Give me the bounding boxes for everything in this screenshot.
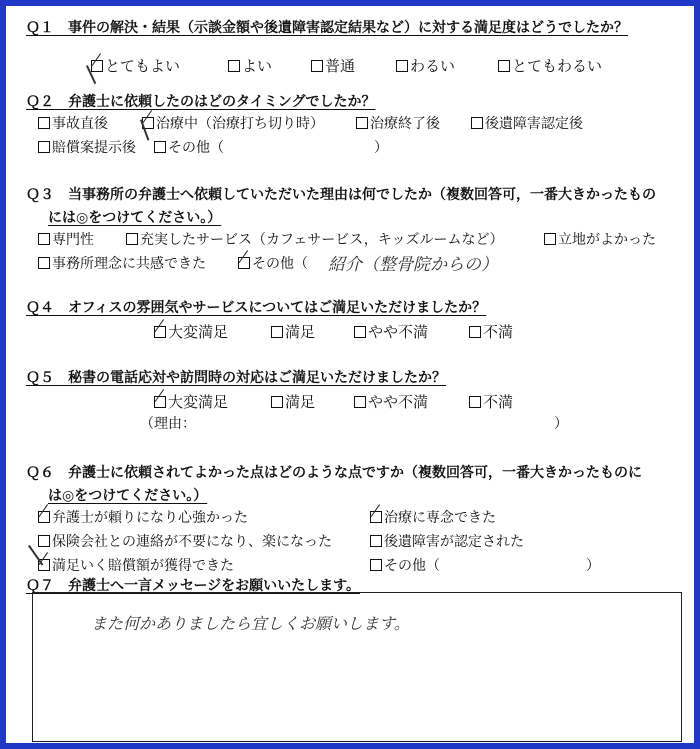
q2-option-after-treatment[interactable]: 治療終了後	[356, 116, 440, 132]
checkbox[interactable]	[356, 117, 368, 129]
q6-option-no-contact[interactable]: 保険会社との連絡が不要になり、楽になった	[38, 534, 332, 550]
checkbox[interactable]	[498, 60, 510, 72]
q1-option-good[interactable]: よい	[228, 58, 272, 74]
q6-title-line2: は◎をつけてください。）	[48, 488, 208, 504]
checkbox[interactable]	[271, 326, 283, 338]
checkbox[interactable]	[544, 233, 556, 245]
q3-option-service[interactable]: 充実したサービス（カフェサービス，キッズルームなど）	[126, 232, 503, 248]
q7-title: Ｑ７ 弁護士へ一言メッセージをお願いいたします。	[26, 578, 361, 594]
q4-option-very-satisfied[interactable]: 大変満足	[154, 324, 228, 340]
q6-option-compensation[interactable]: 満足いく賠償額が獲得できた	[38, 558, 234, 574]
q6-option-certified[interactable]: 後遺障害が認定された	[370, 534, 524, 550]
checkbox[interactable]	[38, 117, 50, 129]
q3-title: Ｑ３ 当事務所の弁護士へ依頼していただいた理由は何でしたか（複数回答可，一番大きかったもの	[26, 187, 656, 203]
q3-option-location[interactable]: 立地がよかった	[544, 232, 656, 248]
q4-title: Ｑ４ オフィスの雰囲気やサービスについてはご満足いただけましたか？	[26, 300, 487, 316]
q1-option-very-good[interactable]: とてもよい	[91, 58, 180, 74]
checkbox[interactable]	[354, 326, 366, 338]
q4-option-somewhat-unsatisfied[interactable]: やや不満	[354, 324, 428, 340]
q5-option-unsatisfied[interactable]: 不満	[469, 394, 513, 410]
q5-title: Ｑ５ 秘書の電話応対や訪問時の対応はご満足いただけましたか？	[26, 370, 446, 386]
q5-reason-close: ）	[554, 416, 568, 432]
message-box[interactable]	[32, 592, 682, 742]
checkbox[interactable]	[228, 60, 240, 72]
checkbox-checked[interactable]	[91, 60, 103, 72]
checkbox-checked[interactable]	[154, 396, 166, 408]
checkbox[interactable]	[38, 257, 50, 269]
checkbox[interactable]	[311, 60, 323, 72]
q6-title: Ｑ６ 弁護士に依頼されてよかった点はどのような点ですか（複数回答可，一番大きかったものに	[26, 465, 642, 481]
checkbox[interactable]	[471, 117, 483, 129]
q5-reason-label: （理由：	[140, 416, 196, 432]
q4-option-satisfied[interactable]: 満足	[271, 324, 315, 340]
checkbox-checked[interactable]	[370, 511, 382, 523]
q2-option-after-proposal[interactable]: 賠償案提示後	[38, 140, 136, 156]
checkbox-checked[interactable]	[238, 257, 250, 269]
q2-option-after-certification[interactable]: 後遺障害認定後	[471, 116, 583, 132]
q1-option-very-bad[interactable]: とてもわるい	[498, 58, 602, 74]
q3-title-line2: には◎をつけてください。）	[48, 210, 222, 226]
checkbox[interactable]	[271, 396, 283, 408]
q1-option-normal[interactable]: 普通	[311, 58, 355, 74]
q5-option-somewhat-unsatisfied[interactable]: やや不満	[354, 394, 428, 410]
q5-option-very-satisfied[interactable]: 大変満足	[154, 394, 228, 410]
q7-handwritten-message: また何かありましたら宜しくお願いします。	[91, 614, 410, 633]
checkbox[interactable]	[38, 233, 50, 245]
q6-option-reliable[interactable]: 弁護士が頼りになり心強かった	[38, 510, 248, 526]
q1-option-bad[interactable]: わるい	[396, 58, 455, 74]
checkbox[interactable]	[354, 396, 366, 408]
checkbox[interactable]	[469, 396, 481, 408]
checkbox[interactable]	[396, 60, 408, 72]
q5-option-satisfied[interactable]: 満足	[271, 394, 315, 410]
checkbox[interactable]	[370, 535, 382, 547]
checkbox[interactable]	[370, 559, 382, 571]
q6-option-other[interactable]: その他（	[370, 558, 440, 574]
q3-option-expertise[interactable]: 専門性	[38, 232, 94, 248]
q3-handwritten-answer: 紹介（整骨院からの）	[328, 255, 498, 275]
checkbox-checked[interactable]	[38, 511, 50, 523]
q2-option-right-after[interactable]: 事故直後	[38, 116, 108, 132]
q6-other-close: ）	[586, 558, 600, 574]
checkbox[interactable]	[38, 535, 50, 547]
q3-option-other[interactable]: その他（	[238, 256, 308, 272]
q2-title: Ｑ２ 弁護士に依頼したのはどのタイミングでしたか？	[26, 94, 376, 110]
q3-option-philosophy[interactable]: 事務所理念に共感できた	[38, 256, 206, 272]
q2-other-close: ）	[374, 140, 388, 156]
checkbox-checked[interactable]	[154, 326, 166, 338]
q4-option-unsatisfied[interactable]: 不満	[469, 324, 513, 340]
checkbox[interactable]	[38, 141, 50, 153]
q2-option-other[interactable]: その他（	[154, 140, 224, 156]
checkbox[interactable]	[126, 233, 138, 245]
q1-title: Ｑ１ 事件の解決・結果（示談金額や後遺障害認定結果など）に対する満足度はどうでしたか？	[26, 20, 628, 36]
checkbox[interactable]	[154, 141, 166, 153]
q6-option-focus-treatment[interactable]: 治療に専念できた	[370, 510, 496, 526]
q2-option-during-treatment[interactable]: 治療中（治療打ち切り時）	[142, 116, 324, 132]
checkbox[interactable]	[469, 326, 481, 338]
